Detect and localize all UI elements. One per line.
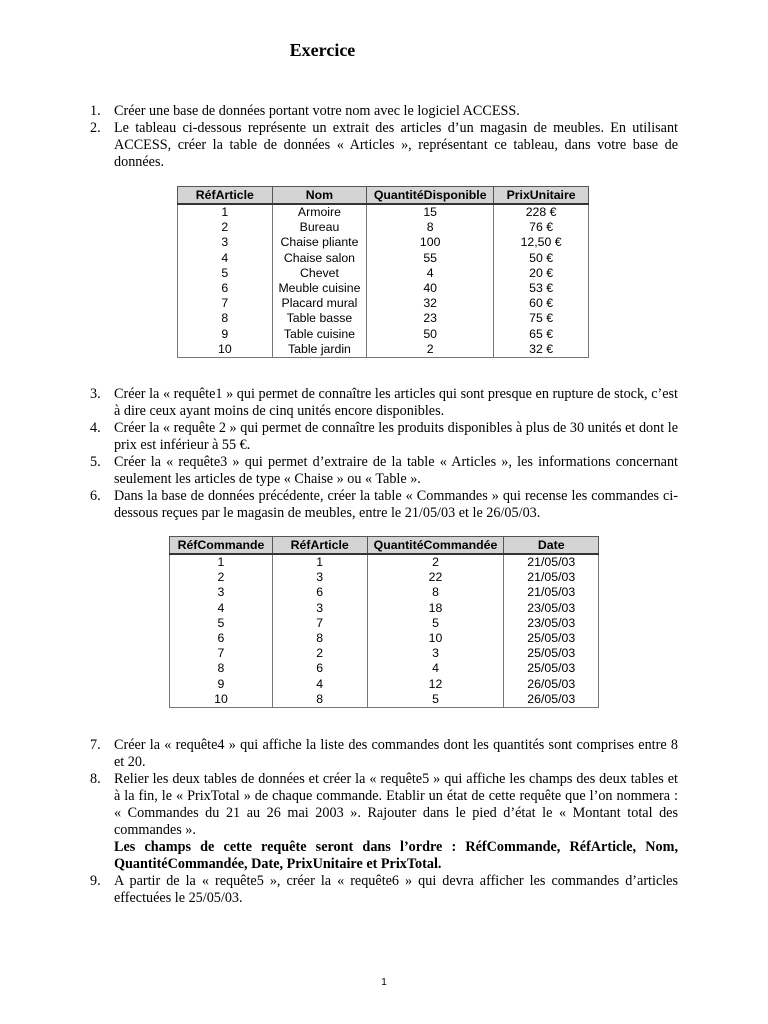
table-row	[178, 251, 589, 266]
table-row	[178, 266, 589, 281]
table-row	[178, 296, 589, 311]
table-cell: 20 €	[494, 266, 589, 281]
column-header: PrixUnitaire	[494, 187, 589, 205]
table-cell: 12	[367, 677, 504, 692]
table-cell: 3	[178, 235, 273, 250]
table-cell: 1	[178, 204, 273, 220]
item-number: 6.	[90, 488, 101, 504]
table-cell: 9	[178, 327, 273, 342]
table-row	[170, 570, 599, 585]
item-number: 8.	[90, 771, 101, 787]
item-number: 3.	[90, 386, 101, 402]
table-cell: 8	[178, 311, 273, 326]
table-cell: 25/05/03	[504, 661, 599, 676]
table-row	[170, 646, 599, 661]
item-text: Le tableau ci-dessous représente un extrait des articles d’un magasin de meubles. En utilisant ACCESS, créer la table de données « Articles », représentant ce tableau, dans votre base de données.	[114, 120, 678, 170]
table-cell: 3	[272, 601, 367, 616]
table-cell: 3	[367, 646, 504, 661]
table-header-row	[178, 187, 589, 205]
table-cell: 2	[367, 554, 504, 570]
table-row	[178, 220, 589, 235]
table-cell: 23/05/03	[504, 601, 599, 616]
table-cell: 50	[367, 327, 494, 342]
item-number: 2.	[90, 120, 101, 136]
table-cell: Chaise pliante	[272, 235, 367, 250]
table-cell: 2	[272, 646, 367, 661]
item-text: Créer la « requête1 » qui permet de connaître les articles qui sont presque en rupture de stock, c’est à dire ceux ayant moins de cinq unités encore disponibles.	[114, 386, 678, 419]
table-cell: 60 €	[494, 296, 589, 311]
table-cell: 6	[272, 585, 367, 600]
table-cell: 4	[170, 601, 273, 616]
table-cell: 8	[367, 585, 504, 600]
column-header: Nom	[272, 187, 367, 205]
table-row	[178, 327, 589, 342]
exercise-item-6	[90, 488, 678, 522]
table-cell: 228 €	[494, 204, 589, 220]
exercise-item-3	[90, 386, 678, 420]
item-text: Créer la « requête3 » qui permet d’extraire de la table « Articles », les informations concernant seulement les articles de type « Chaise » ou « Table ».	[114, 454, 678, 487]
exercise-item-2	[90, 120, 678, 171]
table-cell: 6	[178, 281, 273, 296]
item-text: Créer la « requête4 » qui affiche la liste des commandes dont les quantités sont comprises entre 8 et 20.	[114, 737, 678, 770]
table-cell: 5	[367, 692, 504, 708]
item-number: 5.	[90, 454, 101, 470]
table-cell: 22	[367, 570, 504, 585]
table-cell: Placard mural	[272, 296, 367, 311]
table-cell: 8	[272, 631, 367, 646]
table-cell: 6	[170, 631, 273, 646]
table-cell: 4	[367, 661, 504, 676]
table-cell: 75 €	[494, 311, 589, 326]
table-cell: 12,50 €	[494, 235, 589, 250]
table-cell: 25/05/03	[504, 631, 599, 646]
table-cell: 18	[367, 601, 504, 616]
table-cell: 5	[367, 616, 504, 631]
column-header: Date	[504, 537, 599, 555]
item-text: Dans la base de données précédente, créer la table « Commandes » qui recense les commandes ci-dessous reçues par le magasin de meubles, entre le 21/05/03 et le 26/05/03.	[114, 488, 678, 521]
exercise-item-8	[90, 771, 678, 873]
table-cell: 9	[170, 677, 273, 692]
column-header: QuantitéCommandée	[367, 537, 504, 555]
table-cell: 7	[170, 646, 273, 661]
table-cell: Armoire	[272, 204, 367, 220]
column-header: RéfArticle	[272, 537, 367, 555]
table-cell: 15	[367, 204, 494, 220]
table-cell: 32 €	[494, 342, 589, 358]
table-cell: 5	[170, 616, 273, 631]
table-row	[170, 661, 599, 676]
table-cell: 26/05/03	[504, 677, 599, 692]
item-text: Relier les deux tables de données et créer la « requête5 » qui affiche les champs des deux tables et à la fin, le « PrixTotal » de chaque commande. Etablir un état de cette requête que l’on nommera : « Commandes du 21 au 26 mai 2003 ». Rajouter dans le pied d’état le « Montant total des commandes ».	[114, 771, 678, 838]
item-text: Créer la « requête 2 » qui permet de connaître les produits disponibles à plus de 30 unités et dont le prix est inférieur à 55 €.	[114, 420, 678, 453]
table-cell: Meuble cuisine	[272, 281, 367, 296]
table-cell: Table cuisine	[272, 327, 367, 342]
table-cell: 7	[178, 296, 273, 311]
table-cell: 3	[170, 585, 273, 600]
table-row	[178, 342, 589, 358]
item-text: Créer une base de données portant votre nom avec le logiciel ACCESS.	[114, 103, 520, 119]
table-row	[170, 692, 599, 708]
table-cell: 6	[272, 661, 367, 676]
item-text: A partir de la « requête5 », créer la « requête6 » qui devra afficher les commandes d’articles effectuées le 25/05/03.	[114, 873, 678, 906]
table-row	[170, 554, 599, 570]
item-number: 7.	[90, 737, 101, 753]
table-cell: Chevet	[272, 266, 367, 281]
table-row	[178, 204, 589, 220]
exercise-item-9	[90, 873, 678, 907]
column-header: RéfCommande	[170, 537, 273, 555]
exercise-item-4	[90, 420, 678, 454]
articles-table	[177, 186, 589, 358]
table-cell: 25/05/03	[504, 646, 599, 661]
table-cell: 10	[367, 631, 504, 646]
item-number: 1.	[90, 103, 101, 119]
table-cell: 8	[272, 692, 367, 708]
table-cell: Table basse	[272, 311, 367, 326]
table-cell: 7	[272, 616, 367, 631]
table-row	[178, 311, 589, 326]
table-cell: 8	[367, 220, 494, 235]
table-cell: 1	[272, 554, 367, 570]
table-row	[178, 235, 589, 250]
table-row	[170, 631, 599, 646]
page-title: Exercice	[289, 40, 356, 60]
table-cell: 65 €	[494, 327, 589, 342]
table-row	[170, 616, 599, 631]
table-cell: 21/05/03	[504, 554, 599, 570]
table-row	[170, 677, 599, 692]
table-cell: 1	[170, 554, 273, 570]
item-number: 9.	[90, 873, 101, 889]
table-cell: 5	[178, 266, 273, 281]
table-cell: 4	[367, 266, 494, 281]
item-bold-note: Les champs de cette requête seront dans l’ordre : RéfCommande, RéfArticle, Nom, QuantitéCommandée, Date, PrixUnitaire et PrixTotal.	[114, 839, 678, 872]
table-cell: 32	[367, 296, 494, 311]
table-cell: 2	[367, 342, 494, 358]
table-header-row	[170, 537, 599, 555]
table-cell: Table jardin	[272, 342, 367, 358]
table-cell: 50 €	[494, 251, 589, 266]
table-cell: 23/05/03	[504, 616, 599, 631]
table-cell: 21/05/03	[504, 585, 599, 600]
table-cell: 40	[367, 281, 494, 296]
exercise-item-7	[90, 737, 678, 771]
table-row	[170, 601, 599, 616]
exercise-item-5	[90, 454, 678, 488]
table-cell: 8	[170, 661, 273, 676]
table-cell: 100	[367, 235, 494, 250]
table-cell: 4	[178, 251, 273, 266]
table-cell: Chaise salon	[272, 251, 367, 266]
table-cell: 76 €	[494, 220, 589, 235]
table-cell: 2	[170, 570, 273, 585]
table-cell: 3	[272, 570, 367, 585]
table-cell: 10	[178, 342, 273, 358]
table-cell: 55	[367, 251, 494, 266]
table-row	[170, 585, 599, 600]
table-cell: Bureau	[272, 220, 367, 235]
table-cell: 26/05/03	[504, 692, 599, 708]
table-cell: 2	[178, 220, 273, 235]
column-header: RéfArticle	[178, 187, 273, 205]
column-header: QuantitéDisponible	[367, 187, 494, 205]
table-cell: 4	[272, 677, 367, 692]
exercise-item-1	[90, 103, 678, 120]
table-cell: 23	[367, 311, 494, 326]
page-number: 1	[381, 977, 387, 988]
table-cell: 53 €	[494, 281, 589, 296]
table-cell: 10	[170, 692, 273, 708]
table-row	[178, 281, 589, 296]
table-cell: 21/05/03	[504, 570, 599, 585]
item-number: 4.	[90, 420, 101, 436]
commandes-table	[169, 536, 599, 708]
